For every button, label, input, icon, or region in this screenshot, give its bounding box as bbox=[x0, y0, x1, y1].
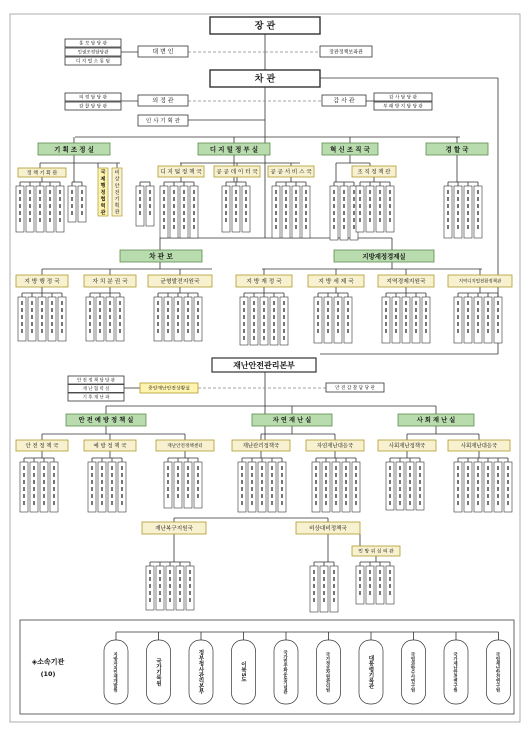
unit-label: 홍 보 담 당 관 bbox=[78, 41, 108, 47]
unit-label: 국가기록원 bbox=[155, 658, 161, 686]
sub-division bbox=[174, 462, 182, 508]
sub-division bbox=[412, 297, 420, 343]
sub-division bbox=[68, 186, 76, 222]
unit-label: 국가재난안전연구원 bbox=[452, 652, 458, 692]
sub-division bbox=[164, 297, 172, 341]
unit-label: 재난복구지원국 bbox=[155, 526, 193, 533]
sub-division bbox=[344, 297, 352, 343]
sub-division bbox=[330, 186, 338, 240]
sub-division bbox=[180, 186, 188, 238]
sub-division bbox=[160, 186, 168, 238]
vice-staff-box bbox=[65, 93, 121, 101]
sub-division bbox=[164, 462, 172, 508]
sub-division bbox=[302, 186, 310, 238]
affiliates-frame bbox=[20, 620, 514, 714]
sub-division bbox=[270, 297, 278, 345]
unit-label: 기 후 재 난 과 bbox=[82, 395, 110, 401]
unit-label: 조 직 정 책 관 bbox=[357, 169, 391, 176]
sub-division bbox=[184, 297, 192, 341]
bureau-box bbox=[148, 275, 212, 287]
bureau-box bbox=[18, 168, 66, 177]
sub-division bbox=[86, 297, 94, 341]
sub-division bbox=[186, 566, 194, 610]
sub-division bbox=[324, 297, 332, 343]
sub-division bbox=[190, 186, 198, 238]
sub-division bbox=[78, 186, 86, 222]
unit-label: 기 획 조 정 실 bbox=[54, 145, 94, 154]
sub-division bbox=[146, 566, 154, 610]
unit-label: 대통령기록관 bbox=[367, 655, 374, 689]
unit-label: 장관정책보좌관 bbox=[329, 49, 363, 56]
sub-division bbox=[36, 186, 44, 232]
unit-label: 차 관 bbox=[254, 74, 276, 85]
sub-division bbox=[484, 462, 492, 512]
unit-label: 의 정 관 bbox=[152, 97, 174, 105]
unit-label: 재난안전정책센터 bbox=[167, 444, 203, 450]
sub-division bbox=[248, 462, 256, 512]
sub-division bbox=[58, 297, 66, 341]
unit-label: 사회재난대응국 bbox=[460, 443, 498, 450]
minister-staff-box bbox=[65, 48, 121, 56]
sub-division bbox=[366, 566, 374, 604]
sub-division bbox=[356, 186, 364, 232]
unit-label: 중앙재난안전상황실 bbox=[148, 386, 190, 392]
sub-division bbox=[280, 297, 288, 345]
sub-division bbox=[292, 186, 300, 238]
policy-advisor-box bbox=[138, 95, 188, 106]
sub-division bbox=[330, 566, 338, 612]
sub-division bbox=[194, 462, 202, 508]
unit-label: 디 지 털 정 책 국 bbox=[160, 169, 202, 176]
bureau-box bbox=[156, 440, 214, 451]
sub-division bbox=[282, 186, 290, 238]
disaster-staff-box bbox=[68, 385, 124, 393]
unit-label: 사 회 재 난 실 bbox=[416, 417, 456, 425]
unit-label: 인 사 기 획 관 bbox=[145, 118, 181, 125]
sub-division bbox=[18, 297, 26, 341]
sub-division bbox=[464, 297, 472, 343]
sub-division bbox=[174, 297, 182, 341]
bureau-box bbox=[378, 440, 436, 451]
sub-division bbox=[396, 462, 404, 510]
sub-division bbox=[310, 566, 318, 612]
sub-division bbox=[170, 186, 178, 238]
office-box bbox=[66, 414, 146, 426]
bureau-box bbox=[84, 440, 136, 451]
sub-division bbox=[222, 186, 230, 232]
bureau-box bbox=[84, 275, 136, 287]
unit-label: 디 지 털 정 부 실 bbox=[209, 145, 259, 154]
sub-division bbox=[474, 462, 482, 512]
minister-staff-box bbox=[65, 57, 121, 65]
sub-division bbox=[314, 297, 322, 343]
sub-division bbox=[48, 297, 56, 341]
spokesperson-box bbox=[138, 46, 188, 57]
sub-division bbox=[376, 566, 384, 604]
bureau-box bbox=[378, 275, 434, 287]
unit-label: 자 연 재 난 실 bbox=[272, 417, 312, 425]
sub-division bbox=[334, 297, 342, 343]
unit-label: 지 방 세 제 국 bbox=[318, 279, 354, 286]
sub-division bbox=[232, 186, 240, 232]
sub-division bbox=[386, 462, 394, 510]
bureau-box bbox=[352, 546, 400, 556]
hr-planning-box bbox=[138, 115, 188, 126]
disaster-staff-box bbox=[326, 383, 384, 392]
bureau-box bbox=[158, 166, 204, 177]
affiliate-box bbox=[232, 640, 256, 704]
sub-division bbox=[454, 462, 462, 512]
unit-label: 부 패 방 지 담 당 관 bbox=[383, 104, 423, 110]
bureau-box bbox=[16, 275, 68, 287]
unit-label: 지 방 행 정 국 bbox=[24, 279, 60, 286]
unit-label: 국가정보자원관리원 bbox=[325, 652, 330, 692]
unit-label: 의 정 담 당 관 bbox=[78, 95, 108, 101]
sub-division bbox=[366, 186, 374, 232]
office-box bbox=[426, 143, 488, 155]
unit-label: 안 전 정 책 국 bbox=[25, 443, 59, 450]
sub-division bbox=[376, 186, 384, 232]
unit-label: 정부청사관리본부 bbox=[197, 649, 204, 695]
sub-division bbox=[312, 462, 320, 512]
unit-label: 비 상 안 전 기 획 관 bbox=[113, 169, 120, 215]
sub-division bbox=[342, 462, 350, 512]
sub-division bbox=[474, 297, 482, 343]
unit-label: 안 전 정 책 담 당 관 bbox=[76, 378, 116, 384]
sub-division bbox=[98, 462, 106, 512]
sub-division bbox=[332, 462, 340, 512]
disaster-staff-box bbox=[68, 393, 124, 401]
unit-label: 국가민주화운동기념관 bbox=[282, 650, 288, 694]
sub-division bbox=[416, 462, 424, 510]
sub-division bbox=[116, 297, 124, 341]
affiliates-count: (10) bbox=[40, 670, 56, 678]
unit-label: 안 전 예 방 정 책 실 bbox=[78, 417, 134, 425]
sub-division bbox=[406, 462, 414, 510]
affiliate-box bbox=[487, 640, 511, 704]
bureau-box bbox=[98, 168, 108, 216]
unit-label: 지방자치인재개발원 bbox=[112, 652, 118, 692]
affiliate-box bbox=[274, 640, 298, 704]
office-box bbox=[252, 414, 332, 426]
bureau-box bbox=[308, 275, 364, 287]
bureau-box bbox=[268, 166, 314, 177]
sub-division bbox=[88, 462, 96, 512]
affiliate-box bbox=[444, 640, 468, 704]
minister-box bbox=[210, 17, 320, 34]
auditor-staff-box bbox=[374, 93, 432, 101]
unit-label: 지역디지털전환정책관 bbox=[458, 279, 502, 285]
unit-label: 안 전 감 찰 담 당 관 bbox=[335, 386, 375, 392]
sub-division bbox=[108, 462, 116, 512]
sub-division bbox=[118, 462, 126, 512]
unit-label: 균형발전지원국 bbox=[160, 279, 200, 286]
policy-advisor-box bbox=[320, 46, 372, 57]
affiliate-box bbox=[359, 640, 383, 704]
sub-division bbox=[166, 566, 174, 610]
sub-division bbox=[386, 566, 394, 604]
sub-division bbox=[238, 462, 246, 512]
sub-division bbox=[356, 566, 364, 604]
office-box bbox=[398, 414, 474, 426]
affiliate-box bbox=[104, 640, 128, 704]
office-box bbox=[198, 143, 270, 155]
unit-label: 비상대비정책국 bbox=[309, 526, 347, 533]
sub-division bbox=[20, 462, 28, 512]
unit-label: 국립과학수사연구원 bbox=[410, 652, 415, 692]
sub-division bbox=[56, 186, 64, 232]
unit-label: 국립재난안전연구원 bbox=[495, 652, 500, 692]
bureau-box bbox=[142, 522, 206, 534]
sub-division bbox=[38, 297, 46, 341]
unit-label: 재 난 협 력 실 bbox=[82, 387, 110, 393]
unit-label: 지역경제지원국 bbox=[386, 279, 426, 286]
sub-division bbox=[40, 462, 48, 512]
sub-division bbox=[240, 297, 248, 345]
sub-division bbox=[268, 462, 276, 512]
sub-division bbox=[176, 566, 184, 610]
sub-division bbox=[464, 186, 472, 238]
bureau-box bbox=[232, 440, 290, 451]
bureau-box bbox=[112, 168, 122, 216]
bureau-box bbox=[448, 440, 510, 451]
auditor-staff-box bbox=[374, 102, 432, 110]
disaster-hq-box bbox=[212, 358, 316, 372]
unit-label: 재난관리정책국 bbox=[242, 443, 280, 450]
bureau-box bbox=[306, 440, 364, 451]
affiliate-box bbox=[402, 640, 426, 704]
affiliates-label: ◈소속기관 bbox=[31, 658, 65, 666]
sub-division bbox=[352, 462, 360, 512]
sub-division bbox=[392, 297, 400, 343]
bureau-box bbox=[352, 166, 396, 177]
bureau-box bbox=[296, 522, 360, 534]
disaster-staff-box bbox=[68, 376, 124, 384]
sub-division bbox=[50, 462, 58, 512]
sub-division bbox=[106, 297, 114, 341]
unit-label: 지방재정경제실 bbox=[362, 252, 406, 261]
unit-label: 대 변 인 bbox=[152, 48, 174, 56]
unit-label: 감 사 관 bbox=[333, 97, 355, 105]
sub-division bbox=[484, 297, 492, 343]
unit-label: 자 치 분 권 국 bbox=[92, 279, 128, 286]
sub-division bbox=[272, 186, 280, 238]
deputy-box bbox=[120, 250, 202, 262]
sub-division bbox=[28, 297, 36, 341]
unit-label: 자연재난대응국 bbox=[316, 443, 354, 450]
unit-label: 공 공 서 비 스 국 bbox=[270, 169, 312, 176]
auditor-box bbox=[322, 95, 366, 106]
unit-label: 공 공 데 이 터 국 bbox=[216, 169, 258, 176]
unit-label: 차 관 보 bbox=[149, 252, 173, 261]
unit-label: 감 찰 담 당 관 bbox=[78, 104, 108, 110]
unit-label: 예 방 정 책 국 bbox=[93, 443, 127, 450]
unit-label: 지 방 재 정 국 bbox=[246, 279, 282, 286]
sub-division bbox=[320, 566, 328, 612]
sub-division bbox=[258, 462, 266, 512]
sub-division bbox=[382, 297, 390, 343]
sub-division bbox=[494, 297, 502, 343]
unit-label: 감 사 담 당 관 bbox=[388, 95, 418, 101]
sub-division bbox=[30, 462, 38, 512]
unit-label: 장 관 bbox=[254, 21, 276, 32]
sub-division bbox=[494, 462, 502, 512]
unit-label: 디 지 털 소 통 팀 bbox=[76, 59, 110, 65]
situation-room-box bbox=[140, 383, 198, 393]
sub-division bbox=[464, 462, 472, 512]
sub-division bbox=[444, 186, 452, 238]
affiliate-box bbox=[317, 640, 341, 704]
sub-division bbox=[242, 186, 250, 232]
sub-division bbox=[156, 566, 164, 610]
unit-label: 민 방 위 심 의 관 bbox=[358, 549, 394, 555]
unit-label: 인권조정담당관 bbox=[77, 50, 109, 56]
minister-staff-box bbox=[65, 39, 121, 47]
sub-division bbox=[136, 186, 144, 226]
sub-division bbox=[194, 297, 202, 341]
office-box bbox=[334, 250, 434, 262]
office-box bbox=[38, 143, 110, 155]
bureau-box bbox=[236, 275, 292, 287]
sub-division bbox=[340, 186, 348, 240]
unit-label: 정 책 기 획 관 bbox=[26, 170, 58, 177]
sub-division bbox=[26, 186, 34, 232]
affiliate-box bbox=[189, 640, 213, 704]
sub-division bbox=[46, 186, 54, 232]
sub-division bbox=[184, 462, 192, 508]
affiliate-box bbox=[147, 640, 171, 704]
sub-division bbox=[154, 297, 162, 341]
unit-label: 재난안전관리본부 bbox=[233, 360, 295, 370]
bureau-box bbox=[448, 275, 512, 287]
vice-minister-box bbox=[210, 70, 320, 87]
unit-label: 혁 신 조 직 국 bbox=[330, 145, 370, 154]
sub-division bbox=[454, 186, 462, 238]
bureau-box bbox=[214, 166, 260, 177]
sub-division bbox=[96, 297, 104, 341]
sub-division bbox=[278, 462, 286, 512]
sub-division bbox=[454, 297, 462, 343]
sub-division bbox=[16, 186, 24, 232]
unit-label: 사회재난정책국 bbox=[388, 443, 426, 450]
sub-division bbox=[474, 186, 482, 238]
sub-division bbox=[260, 297, 268, 345]
unit-label: 국 제 행 정 협 력 관 bbox=[99, 169, 106, 215]
sub-division bbox=[402, 297, 410, 343]
sub-division bbox=[386, 186, 394, 232]
sub-division bbox=[146, 186, 154, 226]
sub-division bbox=[250, 297, 258, 345]
sub-division bbox=[422, 297, 430, 343]
office-box bbox=[322, 143, 378, 155]
unit-label: 경 할 국 bbox=[445, 145, 469, 154]
unit-label: 이북5도 bbox=[240, 661, 246, 683]
sub-division bbox=[322, 462, 330, 512]
sub-division bbox=[504, 462, 512, 512]
bureau-box bbox=[16, 440, 68, 451]
vice-staff-box bbox=[65, 102, 121, 110]
